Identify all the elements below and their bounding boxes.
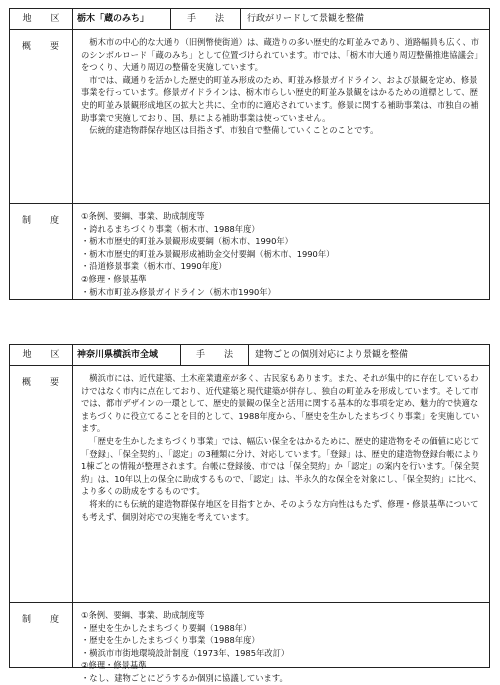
system-item: ・なし、建物ごとにどうするか個別に協議しています。 [81, 672, 288, 683]
overview-row [10, 366, 489, 602]
card-header [10, 9, 489, 30]
overview-paragraph: 将来的にも伝統的建造物群保存地区を目指すとか、そのような方向性はもたず、修理・修景基準についても考えず、個別対応での実施を考えています。 [81, 498, 479, 522]
district-label: 地 区 [10, 9, 73, 29]
system-item: ・栃木市歴史的町並み景観形成補助金交付要綱（栃木市、1990年） [81, 248, 335, 259]
system-item: ②修理・修景基準 [81, 273, 147, 284]
overview-label: 概 要 [10, 366, 73, 602]
overview-paragraph: 「歴史を生かしたまちづくり事業」では、幅広い保全をはかるために、歴史的建造物をその価値に応じて「登録」、「保全契約」、「認定」の3種類に分け、対応しています。「登録」は、歴史的建造物登録台帳により1棟ごとの情報が整理されます。台帳に登録後、市では「保全契約」か「認定」の案内を行います。「保全契約」は、10年以上の保全に助成するもので、「認定」は、半永久的な保全を対象にし、「保全契約」に比べ、より多くの助成をするものです。 [81, 435, 482, 497]
system-label: 制 度 [10, 603, 73, 667]
overview-paragraph: 栃木市の中心的な大通り（旧例幣使街道）は、蔵造りの多い歴史的な町並みであり、道路幅員も広く、市のシンボルロード「蔵のみち」として位置づけられています。市では、「栃木市大通り周辺整備推進協議会」をつくり、大通り周辺の整備を実施しています。 [81, 37, 483, 73]
system-item: ・歴史を生かしたまちづくり要綱（1988年） [81, 622, 252, 633]
system-item: ①条例、要綱、事業、助成制度等 [81, 211, 205, 221]
method-label: 手 法 [181, 345, 249, 365]
system-list [73, 603, 489, 683]
overview-label: 概 要 [10, 30, 73, 203]
case-card-tochigi [9, 8, 490, 300]
system-item: ・沿道修景事業（栃木市、1990年度） [81, 261, 227, 272]
overview-paragraph: 横浜市には、近代建築、土木産業遺産が多く、古民家もあります。また、それが集中的に存在しているわけではなく市内に点在しており、近代建築と現代建築が併存し、独自の町並みを形成しています。そして市では、都市デザインの一環として、歴史的景観の保全と活用に関する基本的な事項を定め、魅力的で快適なまちづくりに役立てることを目的として、1988年度から、「歴史を生かしたまちづくり事業」を実施しています。 [81, 373, 480, 434]
overview-paragraph: 伝統的建造物群保存地区は目指さず、市独自で整備していくことのことです。 [89, 125, 379, 136]
card-header [10, 345, 489, 366]
system-item: ・栃木市歴史的町並み景観形成要綱（栃木市、1990年） [81, 236, 293, 247]
overview-paragraph: 市では、蔵通りを活かした歴史的町並み形成のため、町並み修景ガイドライン、および景観を定め、修景事業を行っています。修景ガイドラインは、栃木市らしい歴史的町並み景観をはかるための道標として、歴史的町並み景観形成地区の拡大と共に、全市的に適応されています。修景に関する補助事業は、市独自の補助事業で実施しており、国、県による補助事業は使っていません。 [81, 74, 479, 123]
case-card-yokohama [9, 344, 490, 683]
system-item: ①条例、要綱、事業、助成制度等 [81, 610, 205, 620]
district-value: 栃木「蔵のみち」 [73, 9, 171, 29]
system-item: ・栃木市町並み修景ガイドライン（栃木市1990年） [81, 286, 276, 297]
overview-text [73, 366, 489, 602]
district-label: 地 区 [10, 345, 73, 365]
system-list [73, 204, 489, 299]
system-row [10, 602, 489, 683]
method-value: 行政がリードして景観を整備 [247, 13, 365, 24]
overview-text [73, 30, 489, 203]
system-item: ・誇れるまちづくり事業（栃木市、1988年度） [81, 223, 260, 234]
system-item: ②修理・修景基準 [81, 660, 147, 671]
system-row [10, 203, 489, 299]
overview-row [10, 30, 489, 203]
method-label: 手 法 [171, 9, 241, 29]
system-item: ・横浜市市街地環境設計制度（1973年、1985年改訂） [81, 647, 290, 658]
method-value: 建物ごとの個別対応により景観を整備 [255, 349, 409, 360]
system-label: 制 度 [10, 204, 73, 299]
system-item: ・歴史を生かしたまちづくり事業（1988年度） [81, 635, 260, 646]
district-value: 神奈川県横浜市全域 [73, 345, 181, 365]
